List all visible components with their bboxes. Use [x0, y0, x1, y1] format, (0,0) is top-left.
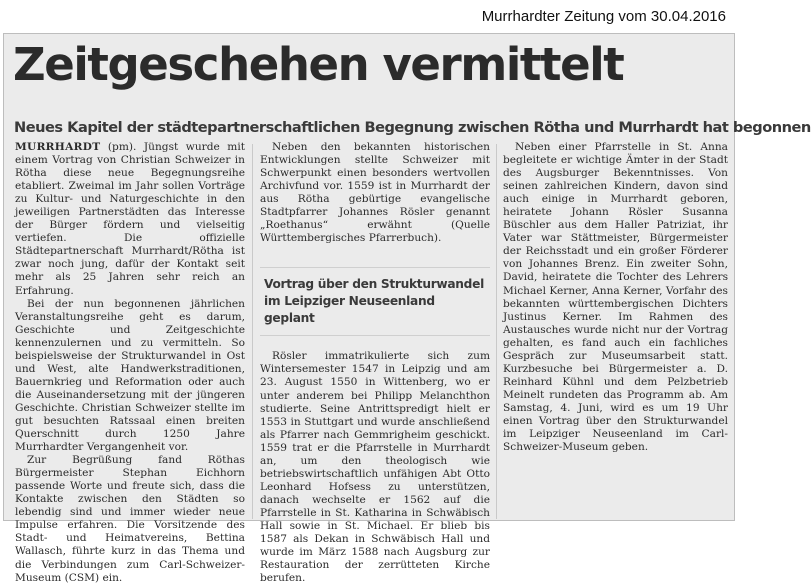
dateline: MURRHARDT: [15, 141, 101, 153]
article-paragraph: Neben einer Pfarrstelle in St. Anna begleitete er wichtige Ämter in der Stadt des Augsburger Bekenntnisses. Von seinen zahlreichen Kindern, davon sind auch einige in Murrhardt geboren, heiratete Johann Rösler Susanna Büschler aus dem Haller Patriziat, ihr Vater war Stättmeister, Bürgermeister der Reichsstadt und ein großer Förderer von Johannes Brenz. Ein zweiter Sohn, David, heiratete die Tochter des Lehrers Michael Kerner, Anna Kerner, Vorfahr des bekannten württembergischen Dichters Justinus Kerner. Im Rahmen des Austausches wurde nicht nur der Vortrag gehalten, es fand auch ein fachliches Gespräch zur Museumsarbeit statt. Kurzbesuche bei Bürgermeister a. D. Reinhard Kühnl und dem Pelzbetrieb Meinelt rundeten das Programm ab. Am Samstag, 4. Juni, wird es um 19 Uhr einen Vortrag über den Strukturwandel im Leipziger Neuseenland im Carl-Schweizer-Museum geben.: [503, 141, 728, 454]
column-divider: [496, 144, 497, 519]
headline: Zeitgeschehen vermittelt: [13, 38, 624, 91]
article-column-2: [260, 141, 490, 585]
article-paragraph: Bei der nun begonnenen jährlichen Veranstaltungsreihe geht es darum, Geschichte und Zeitgeschichte kennenzulernen und zu vermitteln. So beispielsweise der Strukturwandel in Ost und West, alte Handwerkstraditionen, Bauernkrieg und Reformation oder auch die Auseinandersetzung mit der jüngeren Geschichte. Christian Schweizer stellte im gut besuchten Ratssaal einen breiten Querschnitt durch 1250 Jahre Murrhardter Vergangenheit vor.: [15, 297, 245, 454]
lead-text: (pm). Jüngst wurde mit einem Vortrag von Christian Schweizer in Rötha diese neue Begegnungsreihe etabliert. Zweimal im Jahr sollen Vorträge zu Kultur- und Naturgeschichte in den jeweiligen Partnerstädten das Interesse der Bürger fördern und vielseitig vertiefen. Die offizielle Städtepartnerschaft Murrhardt/Rötha ist zwar noch jung, dafür der Kontakt seit mehr als 25 Jahren sehr reich an Erfahrung.: [15, 141, 245, 297]
column-divider: [252, 144, 253, 519]
subheadline: Neues Kapitel der städtepartnerschaftlichen Begegnung zwischen Rötha und Murrhardt hat begonnen: [14, 119, 811, 136]
intertitle-box: [260, 267, 490, 336]
source-label: Murrhardter Zeitung vom 30.04.2016: [481, 8, 726, 25]
article-column-3: [503, 141, 728, 521]
newspaper-clipping: [3, 33, 811, 585]
article-paragraph: Rösler immatrikulierte sich zum Wintersemester 1547 in Leipzig und am 23. August 1550 in Wittenberg, wo er unter anderem bei Philipp Melanchthon studierte. Seine Antrittspredigt hielt er 1553 in Stuttgart und wurde anschließend als Pfarrer nach Gemmrigheim geschickt. 1559 trat er die Pfarrstelle in Murrhardt an, um den theologisch wie betriebswirtschaftlich unfähigen Abt Otto Leonhard Hofsess zu unterstützen, danach wechselte er 1562 auf die Pfarrstelle in St. Katharina in Schwäbisch Hall sowie in St. Michael. Er blieb bis 1587 als Dekan in Schwäbisch Hall und wurde im März 1588 nach Augsburg zur Restauration der zerrütteten Kirche berufen.: [260, 350, 490, 585]
intertitle: Vortrag über den Strukturwandel im Leipziger Neuseenland geplant: [264, 277, 484, 326]
article-column-1: [15, 141, 245, 584]
article-paragraph: [15, 141, 245, 298]
article-paragraph: Zur Begrüßung fand Röthas Bürgermeister Stephan Eichhorn passende Worte und freute sich, dass die Kontakte zwischen den Städten so lebendig sind und immer wieder neue Impulse erfahren. Die Vorsitzende des Stadt- und Heimatvereins, Bettina Wallasch, führte kurz in das Thema und die Verbindungen zum Carl-Schweizer-Museum (CSM) ein.: [15, 454, 245, 584]
article-paragraph: Neben den bekannten historischen Entwicklungen stellte Schweizer mit Schwerpunkt einen besonders wertvollen Archivfund vor. 1559 ist in Murrhardt der aus Rötha gebürtige evangelische Stadtpfarrer Johannes Rösler genannt „Roethanus“ erwähnt (Quelle Württembergisches Pfarrerbuch).: [260, 141, 490, 245]
